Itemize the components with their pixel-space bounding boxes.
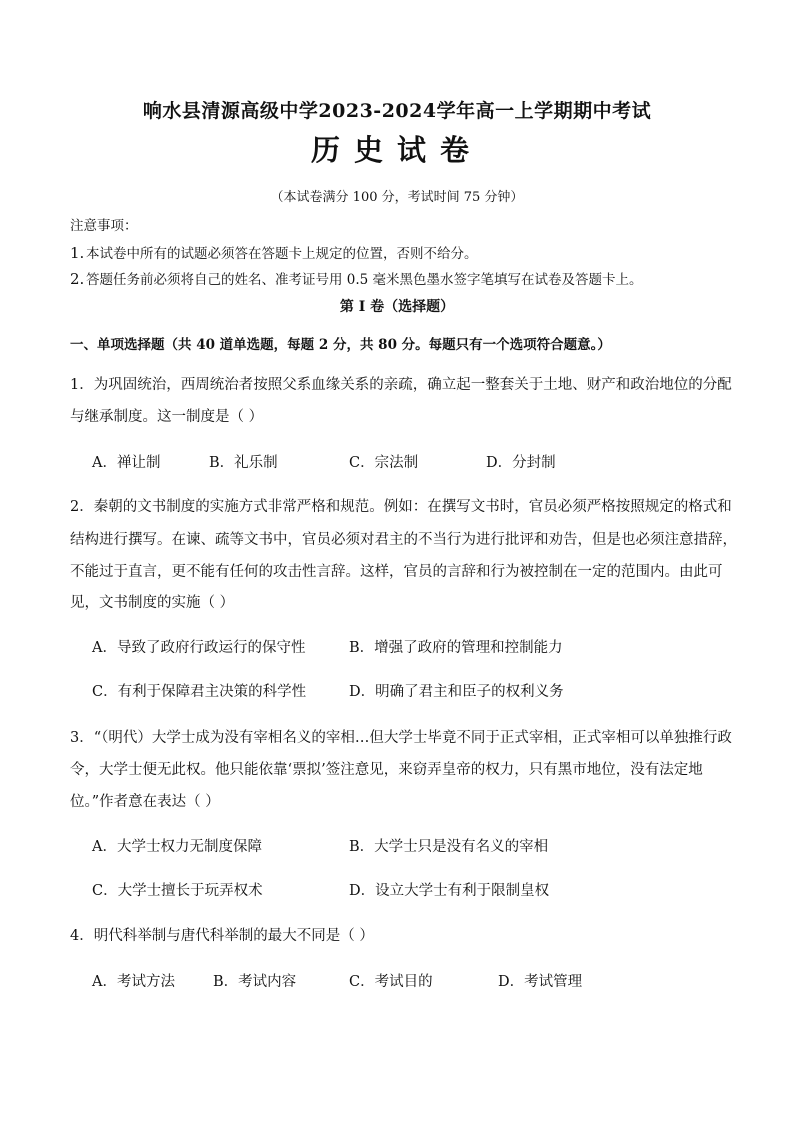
notice-item <box>70 242 478 262</box>
question-1-option-a: A．禅让制 <box>92 455 161 471</box>
question-2-option-a: A．导致了政府行政运行的保守性 <box>92 640 306 656</box>
question-3-option-a: A．大学士权力无制度保障 <box>92 839 262 855</box>
question-2-line: 2．秦朝的文书制度的实施方式非常严格和规范。例如：在撰写文书时，官员必须严格按照规定的格式和 <box>70 499 732 515</box>
question-3-option-b: B．大学士只是没有名义的宰相 <box>349 839 549 855</box>
notice-item-text: 本试卷中所有的试题必须答在答题卡上规定的位置，否则不给分。 <box>86 246 478 262</box>
question-2-option-b: B．增强了政府的管理和控制能力 <box>349 640 563 656</box>
notice-item-text: 答题任务前必须将自己的姓名、准考证号用 0.5 毫米黑色墨水签字笔填写在试卷及答题卡上。 <box>86 272 643 288</box>
question-2-option-d: D．明确了君主和臣子的权利义务 <box>349 684 564 700</box>
question-1-option-c: C．宗法制 <box>349 455 419 471</box>
question-2-line: 结构进行撰写。在谏、疏等文书中，官员必须对君主的不当行为进行批评和劝告，但是也必须注意措辞， <box>70 532 737 548</box>
question-1-line: 与继承制度。这一制度是（ ） <box>70 409 264 425</box>
question-3-line: 3．“（明代）大学士成为没有宰相名义的宰相…但大学士毕竟不同于正式宰相，正式宰相可以单独推行政 <box>70 730 732 746</box>
section-heading: 一、单项选择题（共 40 道单选题，每题 2 分，共 80 分。每题只有一个选项符合题意。） <box>70 337 611 353</box>
question-2-line: 不能过于直言，更不能有任何的攻击性言辞。这样，官员的言辞和行为被控制在一定的范围内。由此可 <box>70 564 723 580</box>
notice-item-number: 1. <box>70 244 85 262</box>
subject-title: 历史试卷 <box>310 133 483 167</box>
notice-item-number: 2. <box>70 270 85 288</box>
question-4-line: 4．明代科举制与唐代科举制的最大不同是（ ） <box>70 928 374 944</box>
exam-info: （本试卷满分 100 分，考试时间 75 分钟） <box>270 190 524 205</box>
question-1-line: 1．为巩固统治，西周统治者按照父系血缘关系的亲疏，确立起一整套关于土地、财产和政治地位的分配 <box>70 377 732 393</box>
question-3-line: 令，大学士便无此权。他只能依靠‘票拟’签注意见，来窃弄皇帝的权力，只有黑市地位，没有法定地 <box>70 762 703 778</box>
notice-item <box>70 268 643 288</box>
question-3-option-d: D．设立大学士有利于限制皇权 <box>349 883 550 899</box>
question-2-option-c: C．有利于保障君主决策的科学性 <box>92 684 307 700</box>
question-2-line: 见，文书制度的实施（ ） <box>70 595 235 611</box>
notice-heading: 注意事项： <box>70 218 138 234</box>
question-1-option-b: B．礼乐制 <box>209 455 278 471</box>
question-3-line: 位。”作者意在表达（ ） <box>70 794 220 810</box>
question-4-option-d: D．考试管理 <box>498 974 583 990</box>
question-4-option-a: A．考试方法 <box>92 974 175 990</box>
part-title: 第 I 卷（选择题） <box>339 299 455 315</box>
question-3-option-c: C．大学士擅长于玩弄权术 <box>92 883 263 899</box>
question-1-option-d: D．分封制 <box>486 455 556 471</box>
school-title: 响水县清源高级中学2023-2024学年高一上学期期中考试 <box>142 100 652 122</box>
question-4-option-c: C．考试目的 <box>349 974 433 990</box>
question-4-option-b: B．考试内容 <box>213 974 297 990</box>
